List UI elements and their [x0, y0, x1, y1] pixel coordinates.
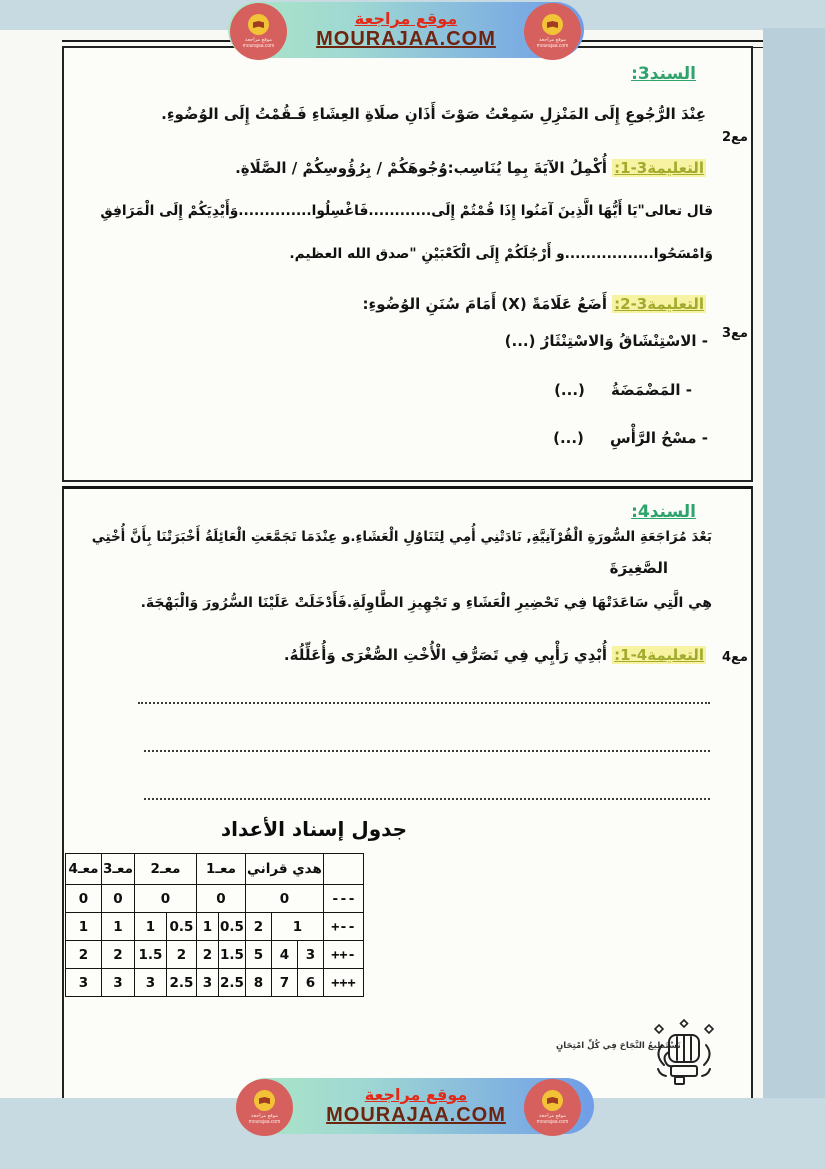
grading-cell: 0 — [66, 885, 102, 913]
footer-left-site-badge — [236, 1079, 293, 1136]
section3-instruction2-line — [363, 294, 706, 313]
wudu-item-2: - المَضْمَضَةُ (...) — [554, 381, 692, 399]
grading-cell: 3 — [102, 969, 135, 997]
instruction-3-1-label: التعليمة3-1: — [614, 159, 704, 177]
grading-cell: 1.5 — [135, 941, 167, 969]
grading-cell: 1.5 — [219, 941, 246, 969]
margin-mark-ma4: مع4 — [722, 650, 748, 665]
section3-intro-text: عِنْدَ الرُّجُوعِ إِلَى المَنْزِلِ سَمِعْتُ صَوْتَ أَذَانِ صلَاةِ العِشَاءِ فَـقُمْتُ إِلَى الوُضُوءِ. — [161, 105, 706, 123]
header-left-site-badge — [230, 3, 287, 60]
grading-cell: 2 — [66, 941, 102, 969]
grading-row — [66, 941, 364, 969]
section4-paragraph-line3: هِي الَّتِي سَاعَدَتْهَا فِي تَحْضِيرِ الْعَشَاءِ و تَجْهِيزِ الطَّاوِلَةِ.فَأَدْخَلَتْ عَلَيْنَا السُّرُورَ وَالْبَهْجَةَ. — [140, 595, 712, 611]
grading-cell: 0.5 — [167, 913, 197, 941]
grading-table-title: جدول إسناد الأعداد — [220, 817, 408, 841]
grading-cell: 1 — [102, 913, 135, 941]
answer-dotted-line-3[interactable] — [144, 798, 710, 800]
answer-dotted-line-2[interactable] — [144, 750, 710, 752]
header-right-site-badge — [524, 3, 581, 60]
grading-cell: 2 — [197, 941, 219, 969]
footer-site-name-arabic: موقع مراجعة — [364, 1084, 468, 1104]
margin-mark-ma3: مع3 — [722, 326, 748, 341]
grading-table — [65, 853, 364, 997]
grading-cell: +++ — [323, 969, 363, 997]
grading-table-body — [66, 854, 364, 997]
grading-cell: ++- — [323, 941, 363, 969]
badge-label-arabic: موقع مراجعة — [539, 37, 566, 43]
grading-cell: +-- — [323, 913, 363, 941]
grading-cell: 3 — [297, 941, 323, 969]
badge-label-domain: mourajaa.com — [536, 43, 569, 49]
grading-cell: 2 — [245, 913, 271, 941]
grading-cell: 0 — [102, 885, 135, 913]
quran-intro: قال تعالى — [644, 203, 713, 219]
badge-label-arabic: موقع مراجعة — [245, 37, 272, 43]
badge-label-domain: mourajaa.com — [248, 1119, 281, 1125]
grading-row — [66, 885, 364, 913]
book-icon — [542, 1090, 563, 1111]
footer-site-domain-link[interactable]: MOURAJAA.COM — [326, 1104, 506, 1127]
book-icon — [254, 1090, 275, 1111]
section3-title: السند3: — [631, 64, 696, 84]
instruction-4-1-text: أُبْدِي رَأْيِي فِي تَصَرُّفِ الْأُخْتِ الصُّغْرَى وَأُعَلِّلُهُ. — [283, 646, 608, 664]
stamp-motto-text: نَسْتَطِيعُ النَّجَاحَ فِي كُلِّ امْتِحَانٍ — [556, 1041, 681, 1051]
instruction-3-2-label: التعليمة3-2: — [614, 295, 704, 313]
grading-cell: 2 — [102, 941, 135, 969]
grading-cell: 4 — [271, 941, 297, 969]
grading-cell: 3 — [135, 969, 167, 997]
grading-header-cell: هدي قراني — [245, 854, 323, 885]
badge-label-arabic: موقع مراجعة — [251, 1113, 278, 1119]
grading-cell: 2.5 — [167, 969, 197, 997]
grading-cell: 2.5 — [219, 969, 246, 997]
footer-right-site-badge — [524, 1079, 581, 1136]
header-site-name-arabic: موقع مراجعة — [354, 8, 458, 28]
grading-cell: 1 — [197, 913, 219, 941]
grading-header-cell: معـ4 — [66, 854, 102, 885]
grading-cell: 0 — [135, 885, 197, 913]
wudu-item-3: - مسْحُ الرَّأْسِ (...) — [553, 429, 708, 447]
section3-margin-column — [718, 46, 753, 482]
margin-mark-ma2: مع2 — [722, 130, 748, 145]
grading-row — [66, 913, 364, 941]
grading-cell: --- — [323, 885, 363, 913]
grading-header-row — [66, 854, 364, 885]
section3-frame — [62, 46, 720, 482]
grading-cell: 3 — [197, 969, 219, 997]
grading-cell: 8 — [245, 969, 271, 997]
grading-cell: 1 — [271, 913, 323, 941]
instruction-4-1-label: التعليمة4-1: — [614, 646, 704, 664]
book-icon — [542, 14, 563, 35]
quran-verse-line2: وَامْسَحُوا.................و أَرْجُلَكُمْ إِلَى الْكَعْبَيْنِ "صدق الله العظيم. — [289, 246, 713, 262]
success-fist-stamp — [650, 1019, 720, 1101]
book-icon — [248, 14, 269, 35]
grading-cell: 6 — [297, 969, 323, 997]
section4-paragraph-line2: الصَّغِيرَةَ — [609, 559, 668, 577]
grading-header-cell: معـ3 — [102, 854, 135, 885]
grading-cell: 1 — [66, 913, 102, 941]
grading-header-cell: معـ2 — [135, 854, 197, 885]
grading-cell: 0.5 — [219, 913, 246, 941]
answer-dotted-line-1[interactable] — [138, 702, 710, 704]
grading-cell: 0 — [245, 885, 323, 913]
badge-label-arabic: موقع مراجعة — [539, 1113, 566, 1119]
instruction-3-2-text: أَضَعُ عَلَامَةً (X) أَمَامَ سُنَنِ الوُضُوءِ: — [362, 295, 608, 313]
quran-line1-text: "يَا أَيُّهَا الَّذِينَ آمَنُوا إِذَا قُمْتُمْ إِلَى............فَاغْسِلُوا..............وَأَيْدِيَكُمْ إِلَى الْمَرَافِقِ — [100, 203, 645, 219]
grading-cell: 5 — [245, 941, 271, 969]
section4-title: السند4: — [631, 502, 696, 522]
grading-cell: 2 — [167, 941, 197, 969]
section4-frame — [62, 486, 720, 1101]
wudu-item-1: - الاسْتِنْشَاقُ وَالاسْتِنْثَارُ (...) — [504, 332, 708, 350]
grading-row — [66, 969, 364, 997]
quran-verse-line1 — [100, 203, 713, 219]
grading-header-cell — [323, 854, 363, 885]
right-background-strip — [763, 28, 825, 1100]
grading-cell: 3 — [66, 969, 102, 997]
grading-header-cell: معـ1 — [197, 854, 246, 885]
header-site-domain-link[interactable]: MOURAJAA.COM — [316, 28, 496, 51]
section3-instruction1-line — [235, 158, 706, 177]
grading-cell: 1 — [135, 913, 167, 941]
section4-instruction1-line — [284, 645, 706, 664]
raised-fist-icon — [650, 1019, 720, 1097]
badge-label-domain: mourajaa.com — [242, 43, 275, 49]
instruction-3-1-text: أُكْمِلُ الآيَةَ بِمِا يُنَاسِب:وُجُوهَكُمْ / بِرُؤُوسِكُمْ / الصَّلَاةِ. — [235, 159, 608, 177]
badge-label-domain: mourajaa.com — [536, 1119, 569, 1125]
grading-cell: 0 — [197, 885, 246, 913]
grading-cell: 7 — [271, 969, 297, 997]
section4-paragraph-line1: بَعْدَ مُرَاجَعَةِ السُّورَةِ الْقُرْآنِيَّةِ, نَادَتْنِي أُمِي لِتَنَاوُلِ الْعَشَاءِ.و عِنْدَمَا تَجَمَّعَتِ الْعَائِلَةُ أَخْبَرَتْنَا بِأَنَّ أُخْتِي — [91, 529, 712, 545]
section4-margin-column — [718, 486, 753, 1101]
